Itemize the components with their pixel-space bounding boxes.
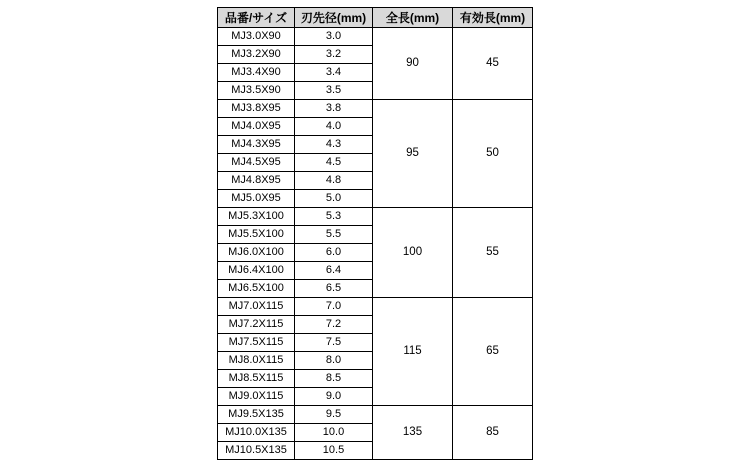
tip-diameter-cell: 3.8 (295, 100, 373, 118)
total-length-cell: 115 (373, 298, 453, 406)
tip-diameter-cell: 4.8 (295, 172, 373, 190)
table-header (218, 8, 533, 28)
table-body (218, 28, 533, 460)
table-row (218, 28, 533, 46)
part-size-cell: MJ10.5X135 (218, 442, 295, 460)
total-length-cell: 100 (373, 208, 453, 298)
header-part-size: 品番/サイズ (218, 8, 295, 28)
tip-diameter-cell: 5.5 (295, 226, 373, 244)
tip-diameter-cell: 9.0 (295, 388, 373, 406)
tip-diameter-cell: 3.4 (295, 64, 373, 82)
tip-diameter-cell: 10.0 (295, 424, 373, 442)
spec-table (217, 7, 533, 460)
part-size-cell: MJ6.0X100 (218, 244, 295, 262)
part-size-cell: MJ3.2X90 (218, 46, 295, 64)
tip-diameter-cell: 3.2 (295, 46, 373, 64)
tip-diameter-cell: 7.5 (295, 334, 373, 352)
effective-length-cell: 65 (453, 298, 533, 406)
tip-diameter-cell: 10.5 (295, 442, 373, 460)
tip-diameter-cell: 6.4 (295, 262, 373, 280)
tip-diameter-cell: 3.0 (295, 28, 373, 46)
header-total-length: 全長(mm) (373, 8, 453, 28)
total-length-cell: 95 (373, 100, 453, 208)
tip-diameter-cell: 6.0 (295, 244, 373, 262)
part-size-cell: MJ4.8X95 (218, 172, 295, 190)
part-size-cell: MJ7.5X115 (218, 334, 295, 352)
effective-length-cell: 55 (453, 208, 533, 298)
part-size-cell: MJ9.5X135 (218, 406, 295, 424)
tip-diameter-cell: 4.5 (295, 154, 373, 172)
part-size-cell: MJ6.4X100 (218, 262, 295, 280)
tip-diameter-cell: 3.5 (295, 82, 373, 100)
part-size-cell: MJ10.0X135 (218, 424, 295, 442)
table-row (218, 208, 533, 226)
part-size-cell: MJ3.0X90 (218, 28, 295, 46)
header-row (218, 8, 533, 28)
part-size-cell: MJ7.0X115 (218, 298, 295, 316)
tip-diameter-cell: 8.5 (295, 370, 373, 388)
tip-diameter-cell: 8.0 (295, 352, 373, 370)
effective-length-cell: 45 (453, 28, 533, 100)
tip-diameter-cell: 5.3 (295, 208, 373, 226)
tip-diameter-cell: 4.0 (295, 118, 373, 136)
part-size-cell: MJ5.3X100 (218, 208, 295, 226)
tip-diameter-cell: 9.5 (295, 406, 373, 424)
part-size-cell: MJ3.8X95 (218, 100, 295, 118)
part-size-cell: MJ5.5X100 (218, 226, 295, 244)
part-size-cell: MJ4.0X95 (218, 118, 295, 136)
total-length-cell: 90 (373, 28, 453, 100)
part-size-cell: MJ6.5X100 (218, 280, 295, 298)
tip-diameter-cell: 7.2 (295, 316, 373, 334)
table-row (218, 406, 533, 424)
effective-length-cell: 85 (453, 406, 533, 460)
part-size-cell: MJ9.0X115 (218, 388, 295, 406)
tip-diameter-cell: 6.5 (295, 280, 373, 298)
header-effective-length: 有効長(mm) (453, 8, 533, 28)
part-size-cell: MJ4.3X95 (218, 136, 295, 154)
part-size-cell: MJ4.5X95 (218, 154, 295, 172)
tip-diameter-cell: 5.0 (295, 190, 373, 208)
table-row (218, 100, 533, 118)
header-tip-diameter: 刃先径(mm) (295, 8, 373, 28)
part-size-cell: MJ3.4X90 (218, 64, 295, 82)
part-size-cell: MJ8.5X115 (218, 370, 295, 388)
effective-length-cell: 50 (453, 100, 533, 208)
part-size-cell: MJ3.5X90 (218, 82, 295, 100)
part-size-cell: MJ7.2X115 (218, 316, 295, 334)
table-row (218, 298, 533, 316)
part-size-cell: MJ5.0X95 (218, 190, 295, 208)
tip-diameter-cell: 7.0 (295, 298, 373, 316)
part-size-cell: MJ8.0X115 (218, 352, 295, 370)
total-length-cell: 135 (373, 406, 453, 460)
tip-diameter-cell: 4.3 (295, 136, 373, 154)
